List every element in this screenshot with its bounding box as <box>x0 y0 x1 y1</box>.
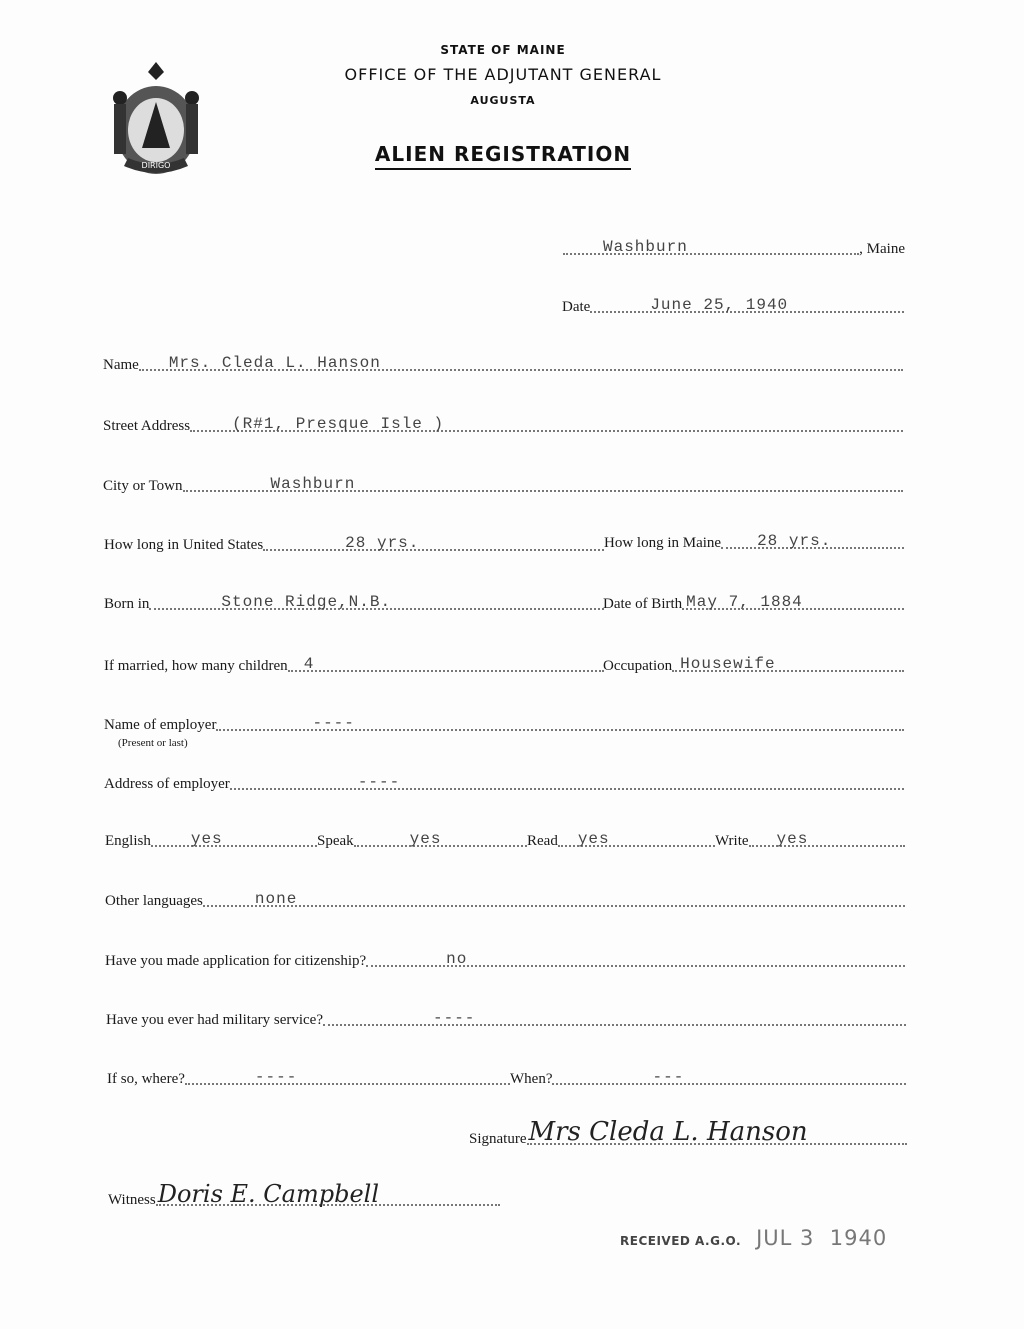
city-value: Washburn <box>270 475 356 493</box>
name-label: Name <box>103 357 139 373</box>
write-value: yes <box>776 830 809 848</box>
us-value: 28 yrs. <box>345 534 420 552</box>
signature-label: Signature <box>469 1131 527 1147</box>
date-label: Date <box>562 299 591 315</box>
employer-address-field <box>104 772 904 794</box>
signature-field <box>469 1117 907 1149</box>
state-heading: STATE OF MAINE <box>440 43 566 57</box>
other-languages-value: none <box>254 890 298 908</box>
occupation-value: Housewife <box>680 655 776 673</box>
english-value: yes <box>190 830 223 848</box>
military-field <box>106 1008 906 1030</box>
when-label: When? <box>510 1071 553 1087</box>
read-value: yes <box>577 830 610 848</box>
children-label: If married, how many children <box>104 658 288 674</box>
speak-value: yes <box>409 830 442 848</box>
where-field <box>107 1067 510 1089</box>
maine-field <box>604 531 904 553</box>
name-value: Mrs. Cleda L. Hanson <box>168 354 381 372</box>
where-label: If so, where? <box>107 1071 185 1087</box>
born-label: Born in <box>104 596 150 612</box>
occupation-field <box>603 654 904 676</box>
speak-field <box>317 829 527 851</box>
dob-label: Date of Birth <box>603 596 683 612</box>
seal-motto: DIRIGO <box>141 161 171 170</box>
born-value: Stone Ridge,N.B. <box>221 593 392 611</box>
maine-label: How long in Maine <box>604 535 722 551</box>
signature-value: Mrs Cleda L. Hanson <box>528 1117 808 1147</box>
street-label: Street Address <box>103 418 191 434</box>
military-label: Have you ever had military service? <box>106 1012 323 1028</box>
date-value: June 25, 1940 <box>650 296 789 314</box>
employer-label: Name of employer <box>104 717 217 733</box>
dob-field <box>603 592 904 614</box>
office-heading: OFFICE OF THE ADJUTANT GENERAL <box>344 65 662 84</box>
english-label: English <box>105 833 151 849</box>
form-title: ALIEN REGISTRATION <box>375 142 631 170</box>
dob-value: May 7, 1884 <box>686 593 803 611</box>
occupation-label: Occupation <box>603 658 673 674</box>
place-suffix: , Maine <box>859 241 905 257</box>
witness-field <box>108 1180 500 1210</box>
other-languages-field <box>105 889 905 911</box>
stamp-date: JUL 3 1940 <box>756 1226 888 1250</box>
employer-address-label: Address of employer <box>104 776 230 792</box>
name-field <box>103 353 903 375</box>
us-label: How long in United States <box>104 537 264 553</box>
city-field <box>103 474 903 496</box>
witness-label: Witness <box>108 1192 156 1208</box>
received-stamp <box>620 1226 887 1250</box>
english-field <box>105 829 317 851</box>
place-field <box>563 237 905 259</box>
other-languages-label: Other languages <box>105 893 203 909</box>
where-value: ---- <box>254 1068 298 1086</box>
when-value: --- <box>652 1068 685 1086</box>
write-field <box>715 829 905 851</box>
stamp-text: RECEIVED A.G.O. <box>620 1234 742 1248</box>
children-value: 4 <box>303 655 315 673</box>
employer-value: ---- <box>312 714 355 732</box>
citizenship-label: Have you made application for citizenship? <box>105 953 367 969</box>
read-field <box>527 829 715 851</box>
citizenship-value: no <box>446 950 468 968</box>
citizenship-field <box>105 949 905 971</box>
maine-value: 28 yrs. <box>757 532 832 550</box>
military-value: ---- <box>433 1009 476 1027</box>
place-value: Washburn <box>603 238 688 256</box>
write-label: Write <box>715 833 749 849</box>
born-field <box>104 592 604 614</box>
city-label: City or Town <box>103 478 183 494</box>
street-value: (R#1, Presque Isle ) <box>232 415 445 433</box>
read-label: Read <box>527 833 558 849</box>
employer-field <box>104 713 904 735</box>
city-heading: AUGUSTA <box>470 94 536 107</box>
us-field <box>104 533 604 555</box>
employer-sublabel: (Present or last) <box>118 737 188 749</box>
date-field <box>562 295 904 317</box>
speak-label: Speak <box>317 833 354 849</box>
when-field <box>510 1067 906 1089</box>
street-field <box>103 414 903 436</box>
children-field <box>104 654 604 676</box>
employer-address-value: ---- <box>357 773 401 791</box>
witness-value: Doris E. Campbell <box>157 1180 380 1208</box>
